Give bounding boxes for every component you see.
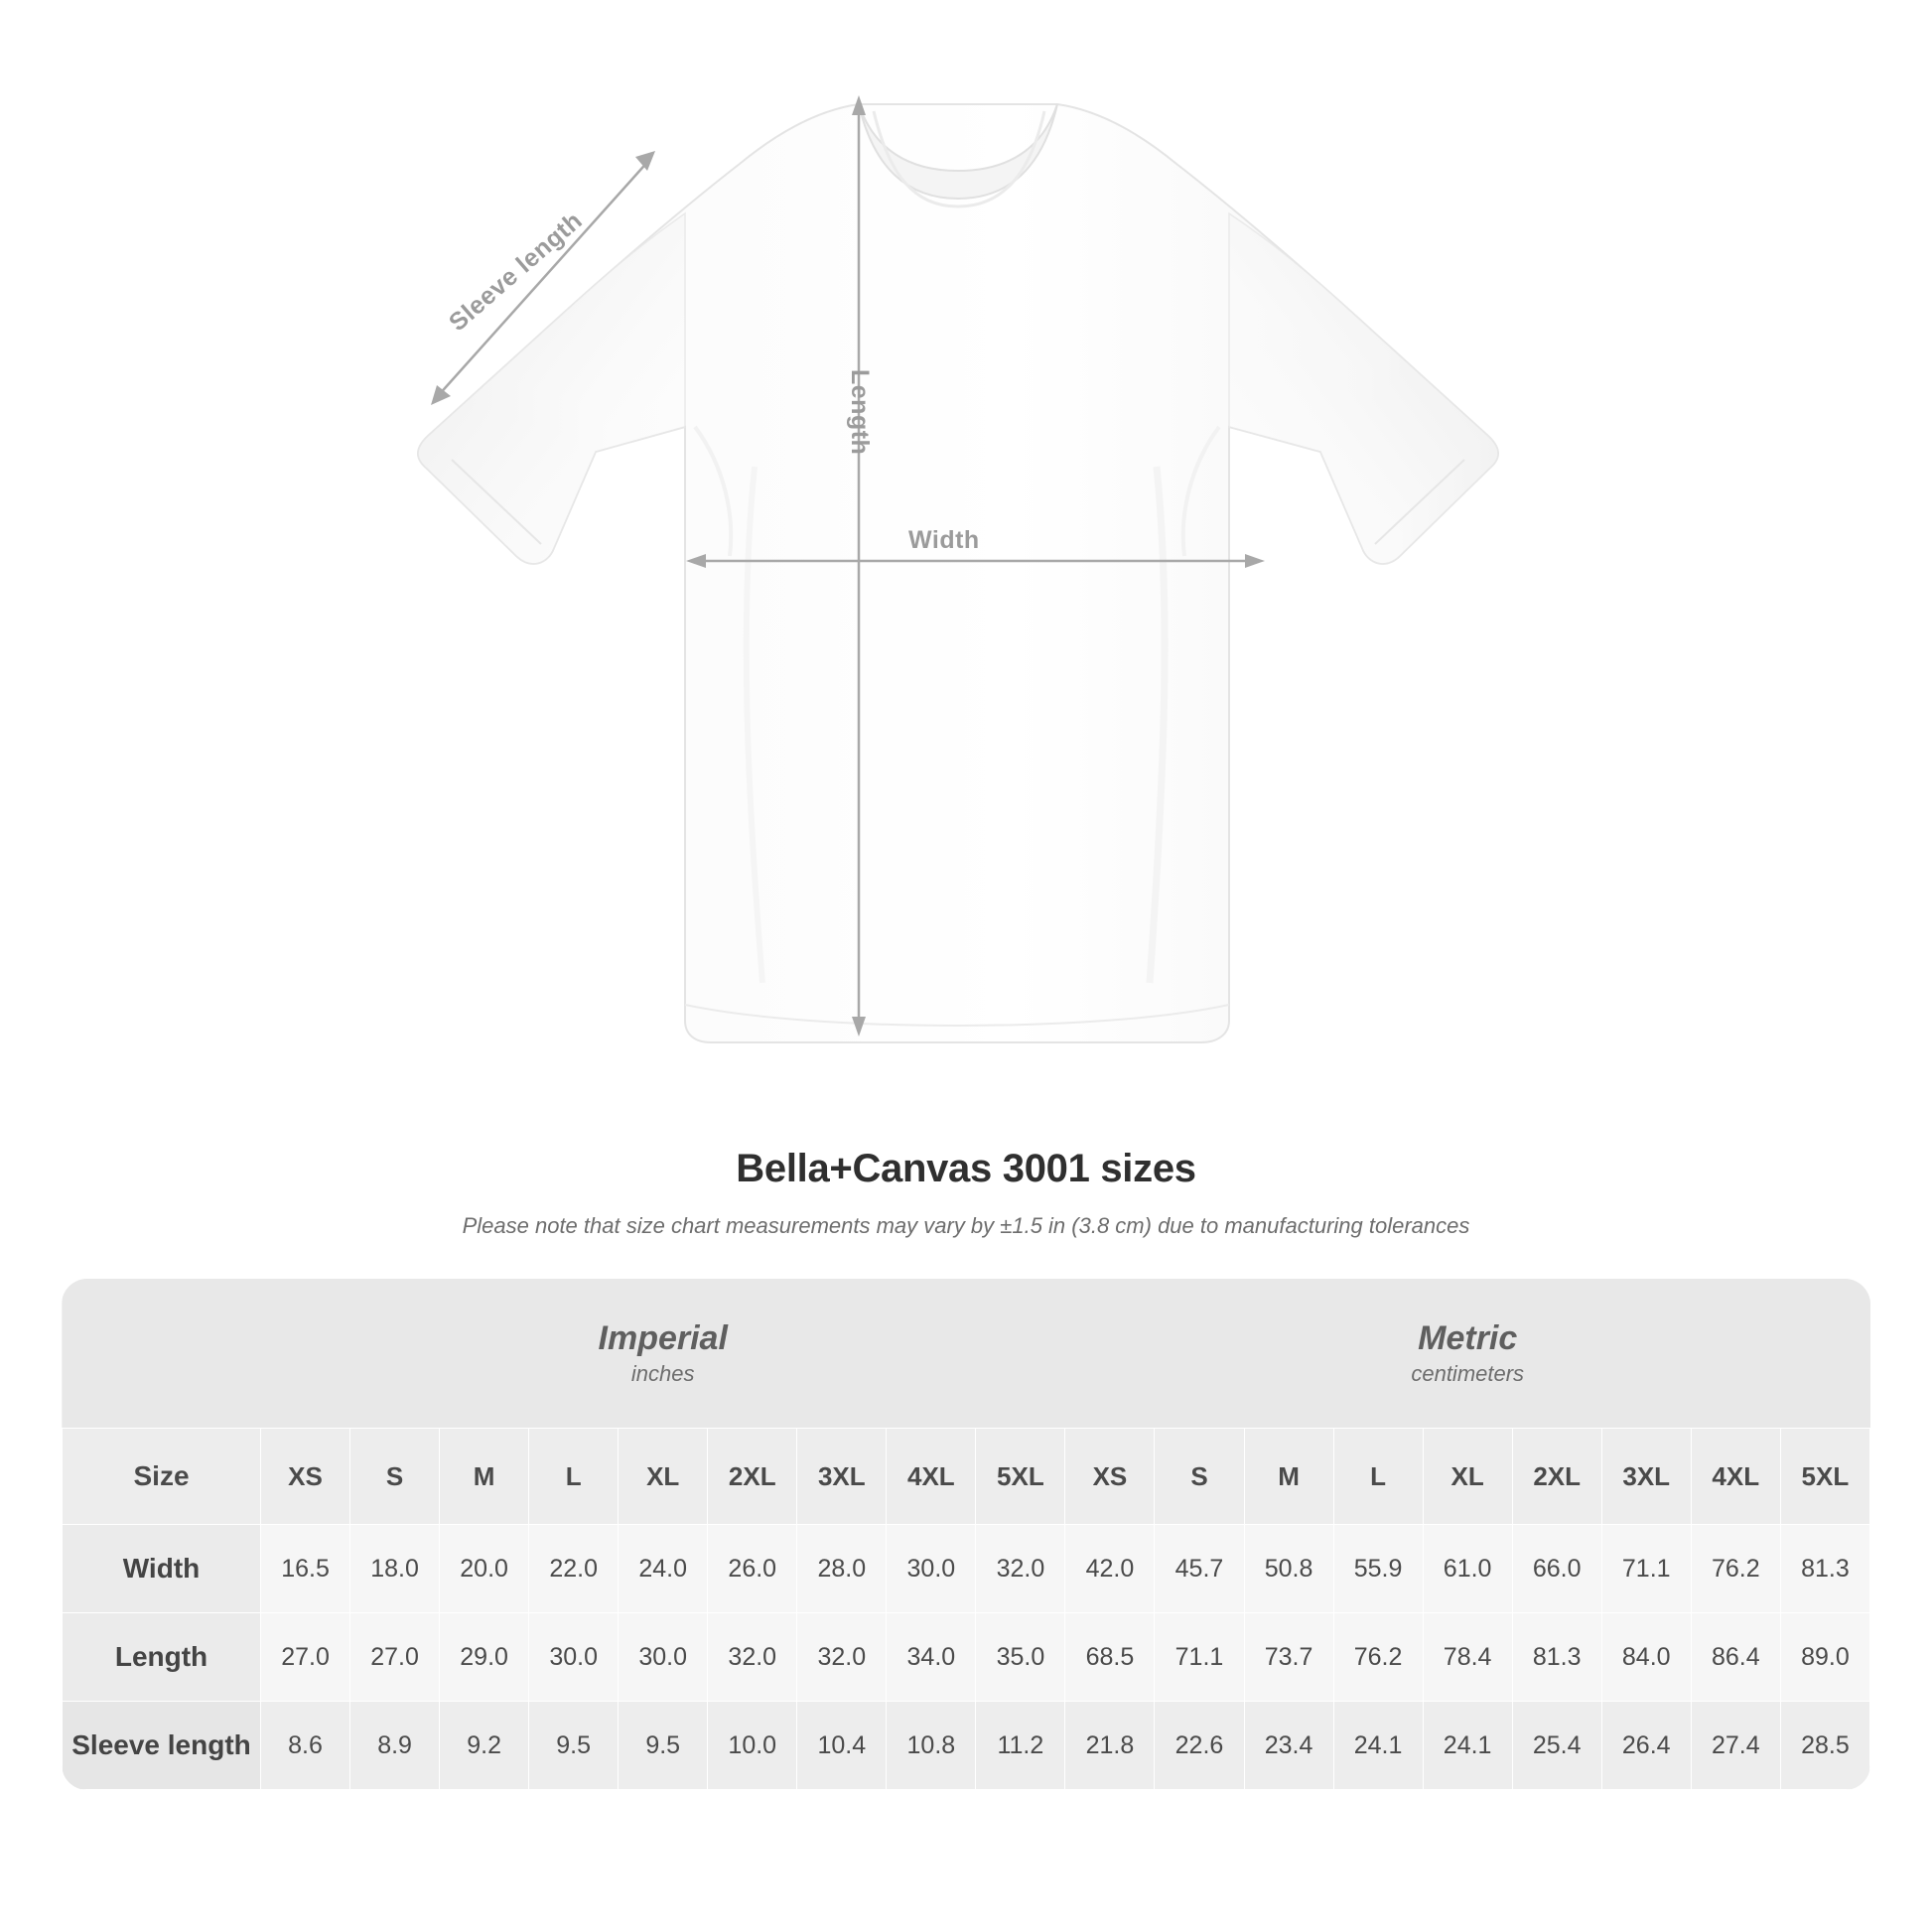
cell-sleeve-imperial-5xl: 11.2 bbox=[976, 1702, 1065, 1790]
table-row bbox=[63, 1702, 1870, 1790]
cell-length-metric-2xl: 81.3 bbox=[1512, 1613, 1601, 1702]
cell-width-metric-l: 55.9 bbox=[1333, 1525, 1423, 1613]
cell-sleeve-metric-4xl: 27.4 bbox=[1691, 1702, 1780, 1790]
cell-width-metric-4xl: 76.2 bbox=[1691, 1525, 1780, 1613]
tshirt-shape bbox=[418, 104, 1498, 1042]
size-header-imperial-4xl: 4XL bbox=[887, 1429, 976, 1525]
cell-width-metric-s: 45.7 bbox=[1155, 1525, 1244, 1613]
cell-width-imperial-l: 22.0 bbox=[529, 1525, 619, 1613]
cell-length-imperial-3xl: 32.0 bbox=[797, 1613, 887, 1702]
size-header-row bbox=[63, 1429, 1870, 1525]
size-header-imperial-3xl: 3XL bbox=[797, 1429, 887, 1525]
cell-length-metric-xs: 68.5 bbox=[1065, 1613, 1155, 1702]
unit-imperial-name: Imperial bbox=[598, 1319, 728, 1358]
unit-row-spacer bbox=[63, 1279, 261, 1429]
cell-length-imperial-xl: 30.0 bbox=[619, 1613, 708, 1702]
size-header-imperial-5xl: 5XL bbox=[976, 1429, 1065, 1525]
cell-sleeve-metric-2xl: 25.4 bbox=[1512, 1702, 1601, 1790]
cell-length-metric-l: 76.2 bbox=[1333, 1613, 1423, 1702]
cell-sleeve-metric-l: 24.1 bbox=[1333, 1702, 1423, 1790]
cell-sleeve-metric-xl: 24.1 bbox=[1423, 1702, 1512, 1790]
cell-sleeve-imperial-4xl: 10.8 bbox=[887, 1702, 976, 1790]
cell-sleeve-metric-xs: 21.8 bbox=[1065, 1702, 1155, 1790]
cell-sleeve-imperial-3xl: 10.4 bbox=[797, 1702, 887, 1790]
size-header-metric-s: S bbox=[1155, 1429, 1244, 1525]
cell-sleeve-metric-3xl: 26.4 bbox=[1601, 1702, 1691, 1790]
cell-length-metric-3xl: 84.0 bbox=[1601, 1613, 1691, 1702]
size-header-imperial-2xl: 2XL bbox=[708, 1429, 797, 1525]
size-header-imperial-xs: XS bbox=[261, 1429, 350, 1525]
size-header-metric-m: M bbox=[1244, 1429, 1333, 1525]
unit-metric-name: Metric bbox=[1418, 1319, 1518, 1358]
cell-length-imperial-5xl: 35.0 bbox=[976, 1613, 1065, 1702]
size-table-container bbox=[62, 1279, 1870, 1790]
cell-sleeve-metric-5xl: 28.5 bbox=[1780, 1702, 1869, 1790]
unit-metric-sub: centimeters bbox=[1411, 1360, 1525, 1386]
cell-length-imperial-m: 29.0 bbox=[440, 1613, 529, 1702]
chart-title: Bella+Canvas 3001 sizes bbox=[736, 1147, 1196, 1190]
size-header-metric-l: L bbox=[1333, 1429, 1423, 1525]
size-table bbox=[62, 1279, 1870, 1790]
size-header-imperial-l: L bbox=[529, 1429, 619, 1525]
cell-width-metric-5xl: 81.3 bbox=[1780, 1525, 1869, 1613]
row-label-length: Length bbox=[63, 1613, 261, 1702]
width-label: Width bbox=[908, 526, 980, 554]
cell-width-imperial-4xl: 30.0 bbox=[887, 1525, 976, 1613]
cell-length-metric-5xl: 89.0 bbox=[1780, 1613, 1869, 1702]
cell-width-metric-xl: 61.0 bbox=[1423, 1525, 1512, 1613]
unit-imperial bbox=[261, 1279, 1065, 1429]
cell-length-metric-4xl: 86.4 bbox=[1691, 1613, 1780, 1702]
cell-width-imperial-3xl: 28.0 bbox=[797, 1525, 887, 1613]
unit-metric bbox=[1065, 1279, 1870, 1429]
cell-length-metric-m: 73.7 bbox=[1244, 1613, 1333, 1702]
size-chart-section bbox=[0, 1112, 1932, 1790]
cell-length-imperial-4xl: 34.0 bbox=[887, 1613, 976, 1702]
cell-sleeve-metric-m: 23.4 bbox=[1244, 1702, 1333, 1790]
cell-length-metric-xl: 78.4 bbox=[1423, 1613, 1512, 1702]
size-header-metric-5xl: 5XL bbox=[1780, 1429, 1869, 1525]
unit-imperial-sub: inches bbox=[630, 1360, 695, 1386]
table-row bbox=[63, 1613, 1870, 1702]
size-row-label: Size bbox=[63, 1429, 261, 1525]
table-row bbox=[63, 1525, 1870, 1613]
size-header-imperial-m: M bbox=[440, 1429, 529, 1525]
size-header-metric-2xl: 2XL bbox=[1512, 1429, 1601, 1525]
cell-length-imperial-2xl: 32.0 bbox=[708, 1613, 797, 1702]
sleeve-length-label: Sleeve length bbox=[444, 206, 588, 338]
cell-sleeve-imperial-m: 9.2 bbox=[440, 1702, 529, 1790]
cell-width-metric-m: 50.8 bbox=[1244, 1525, 1333, 1613]
size-header-metric-4xl: 4XL bbox=[1691, 1429, 1780, 1525]
row-label-sleeve-length: Sleeve length bbox=[63, 1702, 261, 1790]
unit-header-row bbox=[63, 1279, 1870, 1429]
cell-length-metric-s: 71.1 bbox=[1155, 1613, 1244, 1702]
cell-sleeve-imperial-s: 8.9 bbox=[350, 1702, 440, 1790]
cell-width-imperial-s: 18.0 bbox=[350, 1525, 440, 1613]
cell-sleeve-imperial-l: 9.5 bbox=[529, 1702, 619, 1790]
cell-length-imperial-l: 30.0 bbox=[529, 1613, 619, 1702]
cell-sleeve-metric-s: 22.6 bbox=[1155, 1702, 1244, 1790]
cell-width-imperial-5xl: 32.0 bbox=[976, 1525, 1065, 1613]
cell-width-imperial-xl: 24.0 bbox=[619, 1525, 708, 1613]
cell-sleeve-imperial-xl: 9.5 bbox=[619, 1702, 708, 1790]
size-header-imperial-s: S bbox=[350, 1429, 440, 1525]
size-header-metric-xl: XL bbox=[1423, 1429, 1512, 1525]
size-header-imperial-xl: XL bbox=[619, 1429, 708, 1525]
cell-width-metric-3xl: 71.1 bbox=[1601, 1525, 1691, 1613]
size-header-metric-3xl: 3XL bbox=[1601, 1429, 1691, 1525]
size-header-metric-xs: XS bbox=[1065, 1429, 1155, 1525]
cell-width-metric-xs: 42.0 bbox=[1065, 1525, 1155, 1613]
cell-sleeve-imperial-xs: 8.6 bbox=[261, 1702, 350, 1790]
cell-length-imperial-s: 27.0 bbox=[350, 1613, 440, 1702]
cell-width-metric-2xl: 66.0 bbox=[1512, 1525, 1601, 1613]
cell-width-imperial-2xl: 26.0 bbox=[708, 1525, 797, 1613]
cell-width-imperial-xs: 16.5 bbox=[261, 1525, 350, 1613]
chart-note: Please note that size chart measurements may vary by ±1.5 in (3.8 cm) due to manufacturing tolerances bbox=[462, 1213, 1470, 1238]
cell-sleeve-imperial-2xl: 10.0 bbox=[708, 1702, 797, 1790]
cell-width-imperial-m: 20.0 bbox=[440, 1525, 529, 1613]
length-label: Length bbox=[846, 369, 874, 456]
cell-length-imperial-xs: 27.0 bbox=[261, 1613, 350, 1702]
row-label-width: Width bbox=[63, 1525, 261, 1613]
